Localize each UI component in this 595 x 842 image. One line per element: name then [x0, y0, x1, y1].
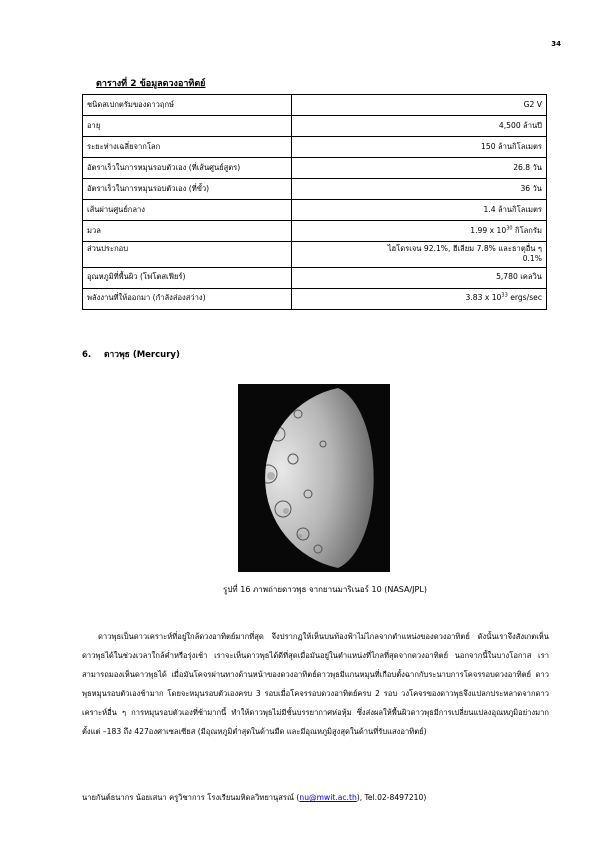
table-row	[83, 221, 547, 242]
table-title: ตารางที่ 2 ข้อมูลดวงอาทิตย์	[96, 79, 206, 89]
table-row	[83, 242, 547, 268]
body-paragraph-text: ดาวพุธเป็นดาวเคราะห์ที่อยู่ใกล้ดวงอาทิตย์มากที่สุด จึงปรากฏให้เห็นบนท้องฟ้าไม่ไกลจากตำแหน่งของดวงอาทิตย์ ดังนั้นเราจึงสังเกตเห็นดาวพุธได้ในช่วงเวลาใกล้ค่ำหรือรุ่งเช้า เราจะเห็นดาวพุธได้ดีที่สุดเมื่อมันอยู่ในตำแหน่งที่ไกลที่สุดจากดวงอาทิตย์ นอกจากนี้ในบางโอกาส เราสามารถมองเห็นดาวพุธได้ เมื่อมันโคจรผ่านทางด้านหน้าของดวงอาทิตย์ดาวพุธมีแกนหมุนที่เกือบตั้งฉากกับระนาบการโคจรรอบดวงอาทิตย์ ดาวพุธหมุนรอบตัวเองช้ามาก โดยจะหมุนรอบตัวเองครบ 3 รอบเมื่อโคจรรอบดวงอาทิตย์ครบ 2 รอบ วงโคจรของดาวพุธจึงแปลกประหลาดจากดาวเคราะห์อื่น ๆ การหมุนรอบตัวเองที่ช้ามากนี้ ทำให้ดาวพุธไม่มีชั้นบรรยากาศห่อหุ้ม ซึ่งส่งผลให้พื้นผิวดาวพุธมีการเปลี่ยนแปลงอุณหภูมิอย่างมาก ตั้งแต่ –183 ถึง 427องศาเซลเซียส (มีอุณหภูมิต่ำสุดในด้านมืด และมีอุณหภูมิสูงสุดในด้านที่รับแสงอาทิตย์)	[82, 632, 549, 736]
footer-tel: ), Tel.02-8497210)	[356, 793, 427, 802]
row-label: พลังงานที่ให้ออกมา (กำลังส่องสว่าง)	[83, 288, 292, 309]
mass-unit: กิโลกรัม	[512, 225, 542, 235]
row-label: อัตราเร็วในการหมุนรอบตัวเอง (ที่ขั้ว)	[83, 179, 292, 200]
footer-author: นายกันต์ธนากร น้อยเสนา ครูวิชาการ โรงเรียนมหิดลวิทยานุสรณ์ (	[82, 793, 300, 802]
row-value	[292, 288, 547, 309]
row-label: ส่วนประกอบ	[83, 242, 292, 268]
table-row	[83, 179, 547, 200]
row-label: ชนิดสเปกตรัมของดาวฤกษ์	[83, 95, 292, 116]
mass-base: 1.99 x 10	[470, 225, 507, 235]
figure-caption: รูปที่ 16 ภาพถ่ายดาวพุธ จากยานมาริเนอร์ 10 (NASA/JPL)	[223, 585, 427, 594]
row-value: 36 วัน	[292, 179, 547, 200]
section-number: 6.	[82, 350, 92, 360]
body-paragraph	[82, 627, 549, 741]
row-label: มวล	[83, 221, 292, 242]
mass-exponent: 30	[506, 225, 513, 232]
mercury-photo	[238, 384, 390, 572]
luminosity-unit: ergs/sec	[507, 293, 542, 303]
composition-line-1: ไฮโดรเจน 92.1%, ฮีเลียม 7.8% และธาตุอื่น ๆ	[387, 244, 542, 253]
row-label: อัตราเร็วในการหมุนรอบตัวเอง (ที่เส้นศูนย์สูตร)	[83, 158, 292, 179]
row-value: 4,500 ล้านปี	[292, 116, 547, 137]
table-row	[83, 267, 547, 288]
table-row	[83, 200, 547, 221]
row-value	[292, 242, 547, 268]
footer-email-link[interactable]: nu@mwit.ac.th	[299, 793, 357, 802]
footer	[82, 792, 426, 804]
section-heading	[82, 347, 180, 361]
row-value: G2 V	[292, 95, 547, 116]
row-label: อายุ	[83, 116, 292, 137]
row-value: 5,780 เคลวิน	[292, 267, 547, 288]
table-row	[83, 95, 547, 116]
luminosity-base: 3.83 x 10	[465, 293, 502, 303]
table-row	[83, 116, 547, 137]
composition-line-2: 0.1%	[522, 254, 542, 264]
row-value: 1.4 ล้านกิโลเมตร	[292, 200, 547, 221]
luminosity-exponent: 33	[501, 292, 508, 299]
section-title: ดาวพุธ (Mercury)	[104, 350, 180, 360]
table-row	[83, 158, 547, 179]
row-value: 150 ล้านกิโลเมตร	[292, 137, 547, 158]
row-label: ระยะห่างเฉลี่ยจากโลก	[83, 137, 292, 158]
row-label: เส้นผ่านศูนย์กลาง	[83, 200, 292, 221]
table-row	[83, 288, 547, 309]
table-row	[83, 137, 547, 158]
row-value	[292, 221, 547, 242]
row-value: 26.8 วัน	[292, 158, 547, 179]
mercury-image	[238, 384, 390, 572]
row-label: อุณหภูมิที่พื้นผิว (โฟโตสเฟียร์)	[83, 267, 292, 288]
page-number: 34	[551, 40, 561, 48]
sun-data-table	[82, 94, 547, 310]
